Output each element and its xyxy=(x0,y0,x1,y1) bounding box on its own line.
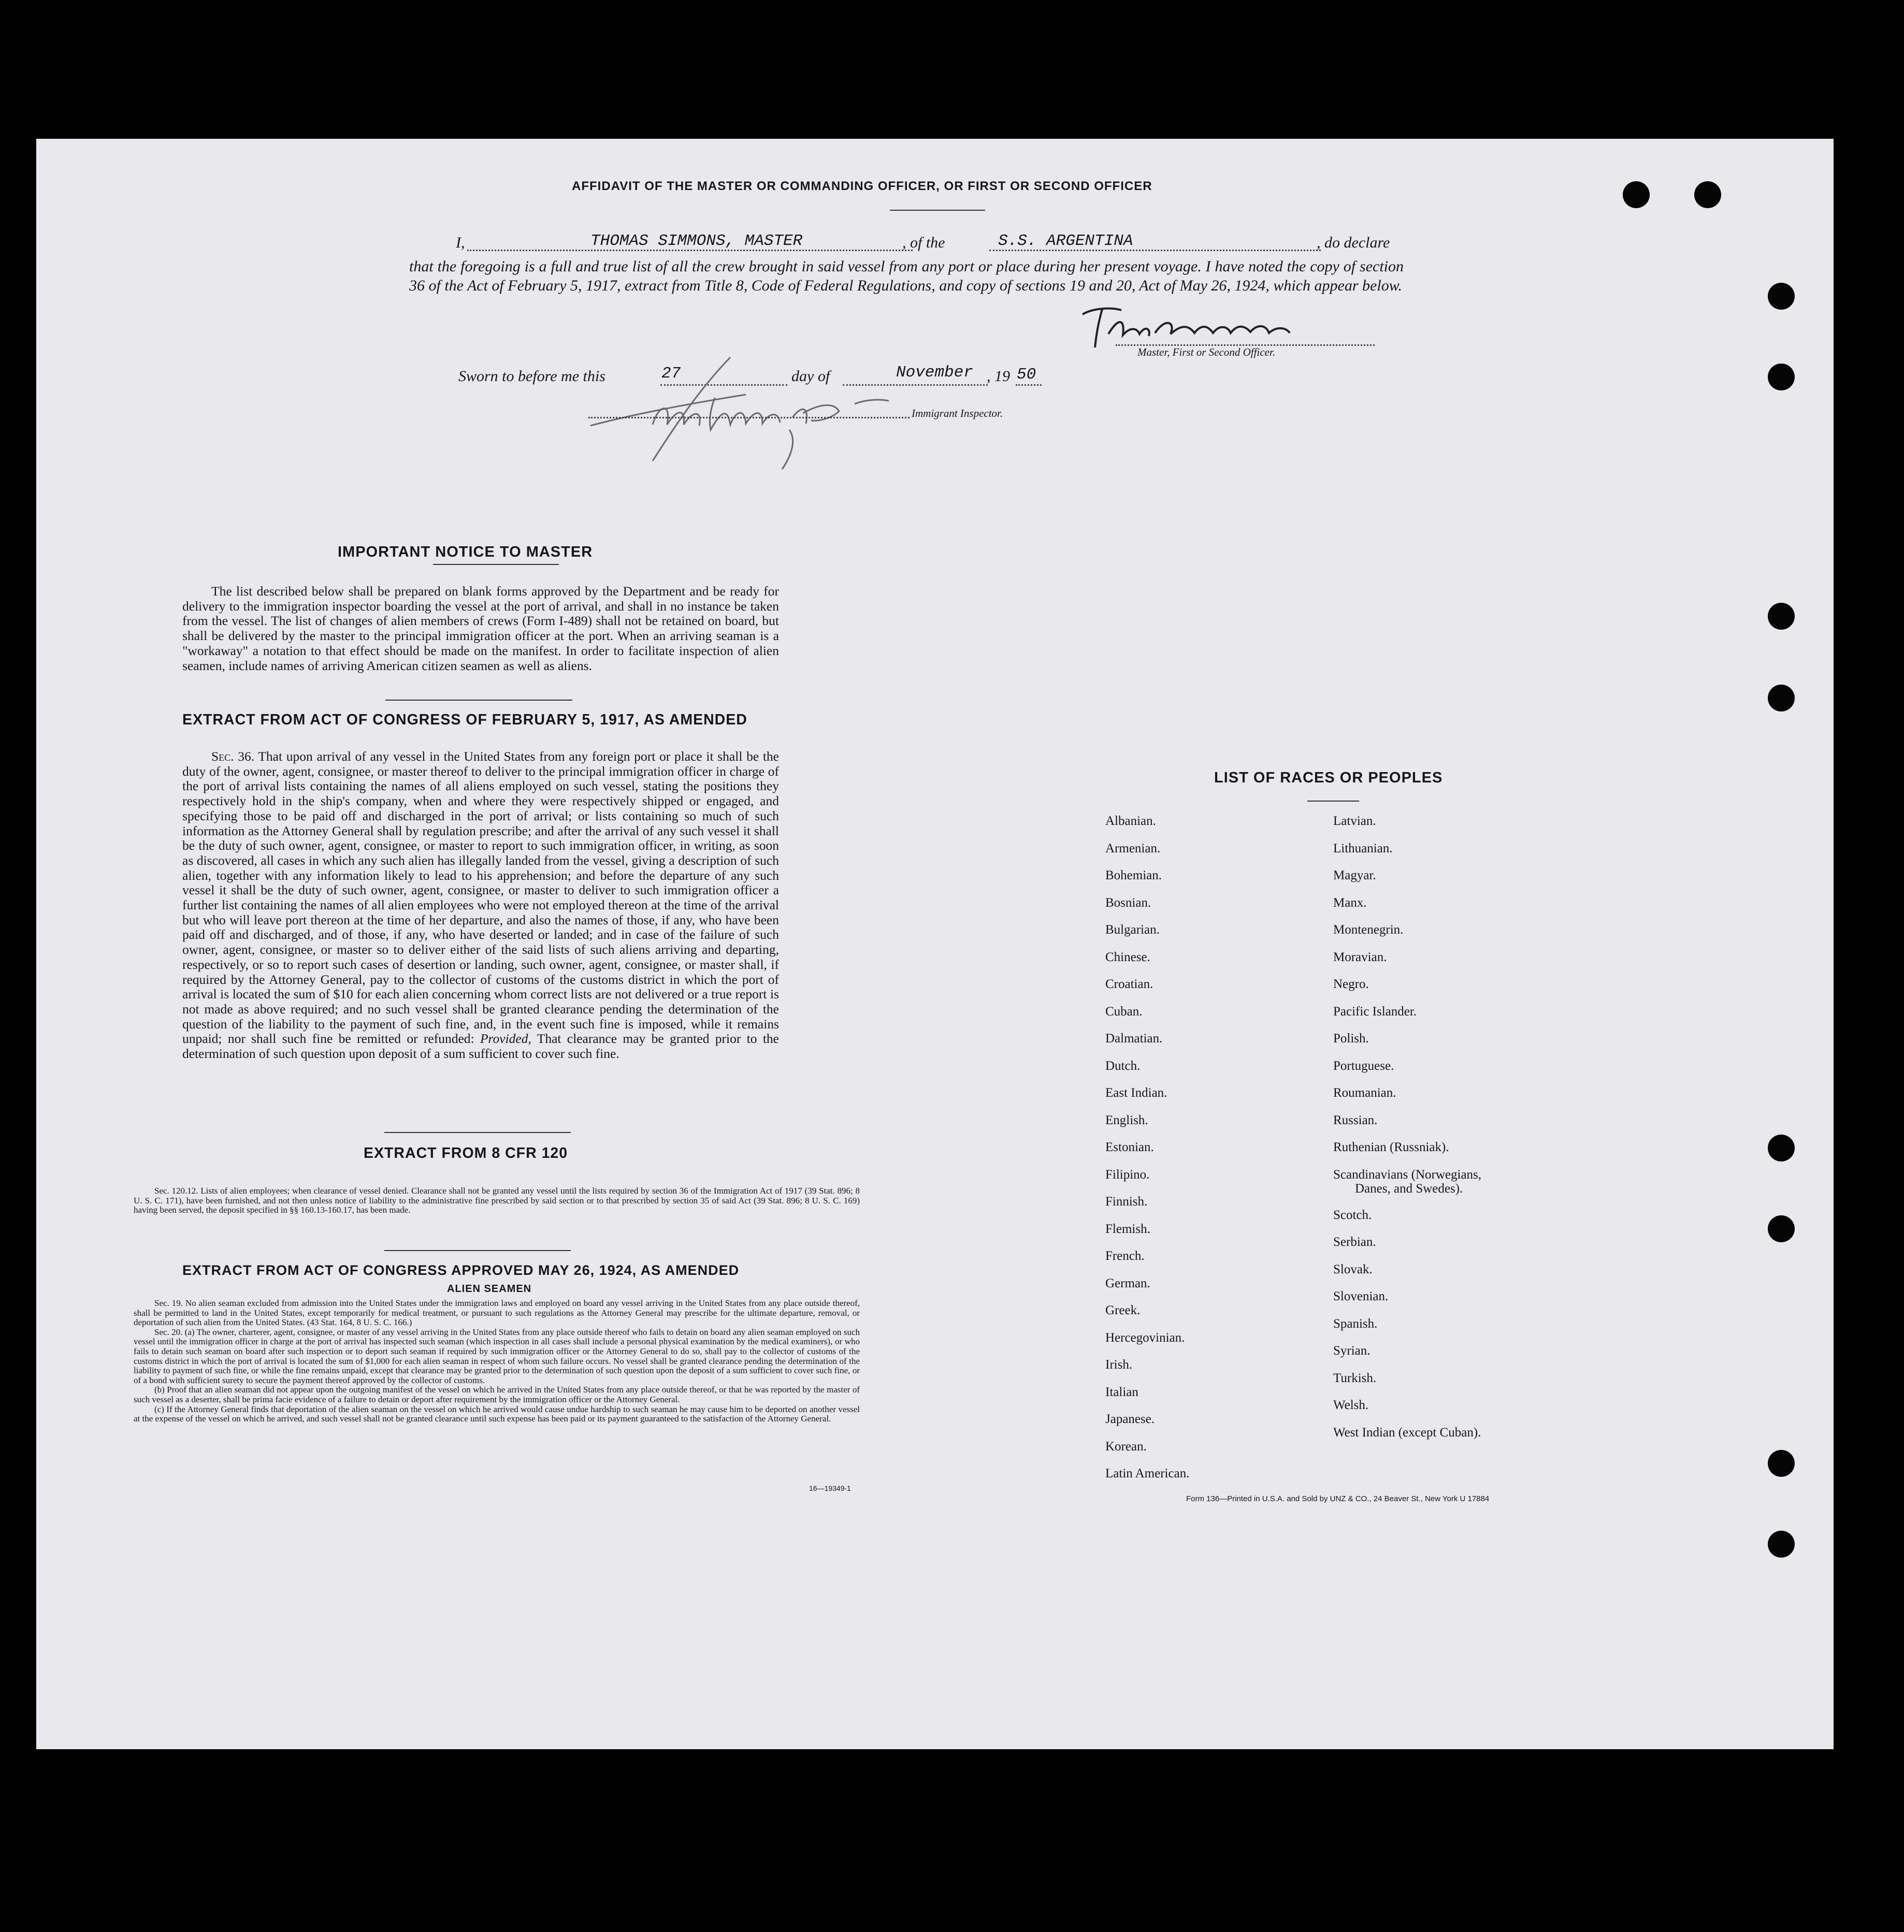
race-item: Scandinavians (Norwegians, xyxy=(1333,1167,1482,1182)
race-item: Bohemian. xyxy=(1105,868,1162,882)
race-item: Manx. xyxy=(1333,895,1367,910)
notice-text: The list described below shall be prepared on blank forms approved by the Department and be ready for delivery to the immigration inspector boarding the vessel at the port of arrival, and shall in no instance be taken from the vessel. The list of changes of alien members of crews (Form I-489) shall not be retained on board, but shall be delivered by the master to the principal immigration officer at the port. When an arriving seaman is a "workaway" a notation to that effect should be made on the manifest. In order to facilitate inspection of alien seamen, include names of arriving American citizen seamen as well as aliens. xyxy=(182,584,779,673)
extract-cfr-text: Sec. 120.12. Lists of alien employees; when clearance of vessel denied. Clearance shall not be granted any vessel until the lists required by section 36 of the Immigration Act of 1917 (39 Stat. 896; 8 U. S. C. 171), have been furnished, and not then unless notice of liability to the administrative fine prescribed by said section or to that prescribed by section 35 of said Act (39 Stat. 896; 8 U. S. C. 169) having been served, the deposit specified in §§ 160.13-160.17, has been made. xyxy=(134,1186,860,1215)
race-item: Bosnian. xyxy=(1105,895,1151,910)
race-item: Italian xyxy=(1105,1385,1138,1399)
race-item: Armenian. xyxy=(1105,841,1161,855)
race-item: Portuguese. xyxy=(1333,1058,1394,1073)
race-item: English. xyxy=(1105,1113,1148,1127)
of-the-label: , of the xyxy=(902,234,945,251)
race-item: Latvian. xyxy=(1333,814,1376,828)
inspector-signature-line xyxy=(588,417,910,418)
sec-36-text-a: That upon arrival of any vessel in the United States from any foreign port or place it shall be the duty of the owner, agent, consignee, or master thereof to deliver to the principal immigration officer in charge of the port of arrival lists containing the names of all aliens employed on such vessel, stating the positions they respectively hold in the ship's company, when and where they were respectively shipped or engaged, and specifying those to be paid off and discharged in the port of arrival; or lists containing so much of such information as the Attorney General shall by regulation prescribe; and after the arrival of any such vessel it shall be the duty of such owner, agent, consignee, or master to report to such immigration officer, in writing, as soon as discovered, all cases in which any such alien has illegally landed from the vessel, giving a description of such alien, together with any information likely to lead to his apprehension; and before the departure of any such vessel it shall be the duty of such owner, agent, consignee, or master to deliver to such immigration officer a further list containing the names of all alien employees who were not employed thereon at the time of the arrival but who will leave port thereon at the time of her departure, and also the names of those, if any, who have been paid off and discharged, and of those, if any, who have deserted or landed; and in case of the failure of such owner, agent, consignee, or master so to deliver either of the said lists of such aliens arriving and departing, respectively, or so to report such cases of desertion or landing, such owner, agent, consignee, or master shall, if required by the Attorney General, pay to the collector of customs of the customs district in which the port of arrival is located the sum of $10 for each alien concerning whom correct lists are not delivered or a true report is not made as above required; and no such vessel shall be granted clearance pending the determination of the question of the liability to the payment of such fine, and, in the event such fine is imposed, while it remains unpaid; nor shall such fine be remitted or refunded: xyxy=(182,749,779,1047)
sworn-label: Sworn to before me this xyxy=(458,368,605,385)
race-item: Latin American. xyxy=(1105,1466,1190,1480)
extract-cfr-end-rule xyxy=(384,1250,571,1251)
race-item: Irish. xyxy=(1105,1358,1133,1372)
declaration-text: that the foregoing is a full and true list of all the crew brought in said vessel from any port or place during her present voyage. I have noted the copy of section 36 of the Act of February 5, 1917, extract from Title 8, Code of Federal Regulations, and copy of sections 19 and 20, Act of May 26, 1924, which appear below. xyxy=(409,258,1404,294)
race-item: Filipino. xyxy=(1105,1167,1150,1182)
race-item: East Indian. xyxy=(1105,1086,1167,1100)
extract-1917-title: EXTRACT FROM ACT OF CONGRESS OF FEBRUARY 5, 1917, AS AMENDED xyxy=(182,711,747,728)
race-item: Spanish. xyxy=(1333,1316,1378,1331)
races-rule xyxy=(1307,801,1359,802)
day-of-label: day of xyxy=(791,368,830,385)
do-declare-label: , do declare xyxy=(1317,234,1390,251)
extract-1917-text xyxy=(182,749,779,1062)
race-item: Chinese. xyxy=(1105,950,1150,964)
race-item: Slovenian. xyxy=(1333,1289,1389,1303)
race-item: Hercegovinian. xyxy=(1105,1330,1185,1345)
race-item: Moravian. xyxy=(1333,950,1387,964)
sworn-month: November xyxy=(896,364,973,382)
race-item: Dutch. xyxy=(1105,1058,1141,1073)
race-item: Negro. xyxy=(1333,977,1369,991)
race-item: Flemish. xyxy=(1105,1222,1150,1236)
sworn-day: 27 xyxy=(661,365,681,383)
sec-20c-text: (c) If the Attorney General finds that deportation of the alien seaman on the vessel on which he arrived would cause undue hardship to such seaman he may cause him to be deported on another vessel at the expense of the vessel on which he arrived, and such vessel shall not be granted clearance until such expense has been paid or its payment guaranteed to the satisfaction of the Attorney General. xyxy=(134,1404,860,1424)
race-item: Scotch. xyxy=(1333,1208,1372,1222)
race-item: Cuban. xyxy=(1105,1004,1143,1019)
extract-1917-end-rule xyxy=(384,1132,571,1133)
sec-36-text-b: That clearance may be granted prior to the determination of such question upon deposit of a sum sufficient to cover such fine. xyxy=(182,1031,779,1062)
race-item: Russian. xyxy=(1333,1113,1378,1127)
punch-hole xyxy=(1768,1531,1795,1558)
extract-1924-body xyxy=(134,1299,860,1424)
race-item: Greek. xyxy=(1105,1303,1141,1317)
extract-cfr-title: EXTRACT FROM 8 CFR 120 xyxy=(364,1145,568,1161)
i-label: I, xyxy=(456,234,465,251)
print-code: 16—19349-1 xyxy=(809,1484,851,1492)
races-right-column xyxy=(1333,808,1481,1446)
races-left-column xyxy=(1105,808,1189,1488)
master-signature-label: Master, First or Second Officer. xyxy=(1137,346,1275,358)
punch-hole xyxy=(1768,1450,1795,1477)
year-prefix: , 19 xyxy=(987,368,1010,385)
race-item: Welsh. xyxy=(1333,1398,1369,1412)
race-item: Albanian. xyxy=(1105,814,1156,828)
race-item: Estonian. xyxy=(1105,1140,1154,1154)
race-item: Bulgarian. xyxy=(1105,923,1160,937)
sec-20a-text: Sec. 20. (a) The owner, charterer, agent, consignee, or master of any vessel arriving in the United States from any place outside thereof who fails to detain on board any alien seaman employed on such vessel until the immigration officer in charge at the port of arrival has inspected such seaman (which inspection in all cases shall include a personal physical examination by the medical examiners), or who fails to detain such seaman on board after such inspection or to deport such seaman if required by such immigration officer or the Attorney General to do so, shall pay to the collector of customs of the customs district in which the port of arrival is located the sum of $1,000 for each alien seaman in respect of whom such failure occurs. No vessel shall be granted clearance pending the determination of the liability to payment of such fine, or while the fine remains unpaid, except that clearance may be granted prior to the determination of such question upon the deposit of a sum sufficient to cover such fine, or of a bond with sufficient surety to secure the payment thereof approved by the collector of customs. xyxy=(134,1327,860,1385)
race-item: Finnish. xyxy=(1105,1195,1148,1209)
race-item: Dalmatian. xyxy=(1105,1032,1163,1045)
notice-title: IMPORTANT NOTICE TO MASTER xyxy=(338,544,593,560)
punch-hole xyxy=(1768,1135,1795,1161)
punch-hole xyxy=(1768,685,1795,711)
race-item: Polish. xyxy=(1333,1032,1369,1045)
affidavit-title: AFFIDAVIT OF THE MASTER OR COMMANDING OFFICER, OR FIRST OR SECOND OFFICER xyxy=(572,179,1152,193)
sec-19-text: Sec. 19. No alien seaman excluded from admission into the United States under the immigration laws and employed on board any vessel arriving in the United States from any place outside thereof, shall be permitted to land in the United States, except temporarily for medical treatment, or pursuant to such regulations as the Attorney General may prescribe for the ultimate departure, removal, or deportation of such alien from the United States. (43 Stat. 164, 8 U. S. C. 166.) xyxy=(134,1298,860,1328)
notice-end-rule xyxy=(385,700,572,701)
race-item: Montenegrin. xyxy=(1333,923,1404,937)
race-item: Turkish. xyxy=(1333,1371,1377,1385)
punch-hole xyxy=(1768,1215,1795,1242)
punch-hole xyxy=(1768,364,1795,390)
race-item: German. xyxy=(1105,1276,1150,1290)
master-name: THOMAS SIMMONS, MASTER xyxy=(590,232,803,250)
sec-36-provided: Provided, xyxy=(480,1031,531,1047)
punch-hole xyxy=(1768,283,1795,310)
form-footer: Form 136—Printed in U.S.A. and Sold by UNZ & CO., 24 Beaver St., New York U 17884 xyxy=(1186,1494,1490,1503)
extract-1924-title: EXTRACT FROM ACT OF CONGRESS APPROVED MAY 26, 1924, AS AMENDED xyxy=(182,1262,740,1278)
race-item: Roumanian. xyxy=(1333,1086,1396,1100)
race-item: Danes, and Swedes). xyxy=(1355,1181,1463,1196)
race-item: Slovak. xyxy=(1333,1262,1373,1276)
declarant-line xyxy=(456,232,1404,253)
race-item: Ruthenian (Russniak). xyxy=(1333,1140,1449,1154)
race-item: West Indian (except Cuban). xyxy=(1333,1425,1481,1440)
race-item: Croatian. xyxy=(1105,977,1153,991)
sec-36-label: Sec. 36. xyxy=(211,749,255,764)
race-item: Magyar. xyxy=(1333,868,1376,882)
year-line xyxy=(1016,384,1042,386)
race-item: Pacific Islander. xyxy=(1333,1004,1417,1019)
title-rule xyxy=(890,210,985,211)
punch-hole xyxy=(1694,181,1721,208)
inspector-label: Immigrant Inspector. xyxy=(912,407,1003,419)
notice-rule xyxy=(433,564,559,565)
race-item: Lithuanian. xyxy=(1333,841,1393,855)
race-item: Serbian. xyxy=(1333,1235,1376,1249)
vessel-name: S.S. ARGENTINA xyxy=(998,232,1133,250)
race-item: French. xyxy=(1105,1249,1145,1263)
punch-hole xyxy=(1768,603,1795,630)
sec-20b-text: (b) Proof that an alien seaman did not appear upon the outgoing manifest of the vessel on which he arrived in the United States from any place outside thereof, or that he was reported by the master of such vessel as a deserter, shall be prima facie evidence of a failure to detain or deport after requirement by the immigration officer or the Attorney General. xyxy=(134,1385,860,1404)
races-title: LIST OF RACES OR PEOPLES xyxy=(1214,769,1443,786)
inspector-signature xyxy=(575,352,937,487)
extract-1924-subtitle: ALIEN SEAMEN xyxy=(447,1283,532,1295)
sworn-year: 50 xyxy=(1017,366,1036,384)
race-item: Syrian. xyxy=(1333,1344,1371,1358)
race-item: Japanese. xyxy=(1105,1412,1155,1426)
race-item: Korean. xyxy=(1105,1439,1147,1454)
punch-hole xyxy=(1623,181,1650,208)
